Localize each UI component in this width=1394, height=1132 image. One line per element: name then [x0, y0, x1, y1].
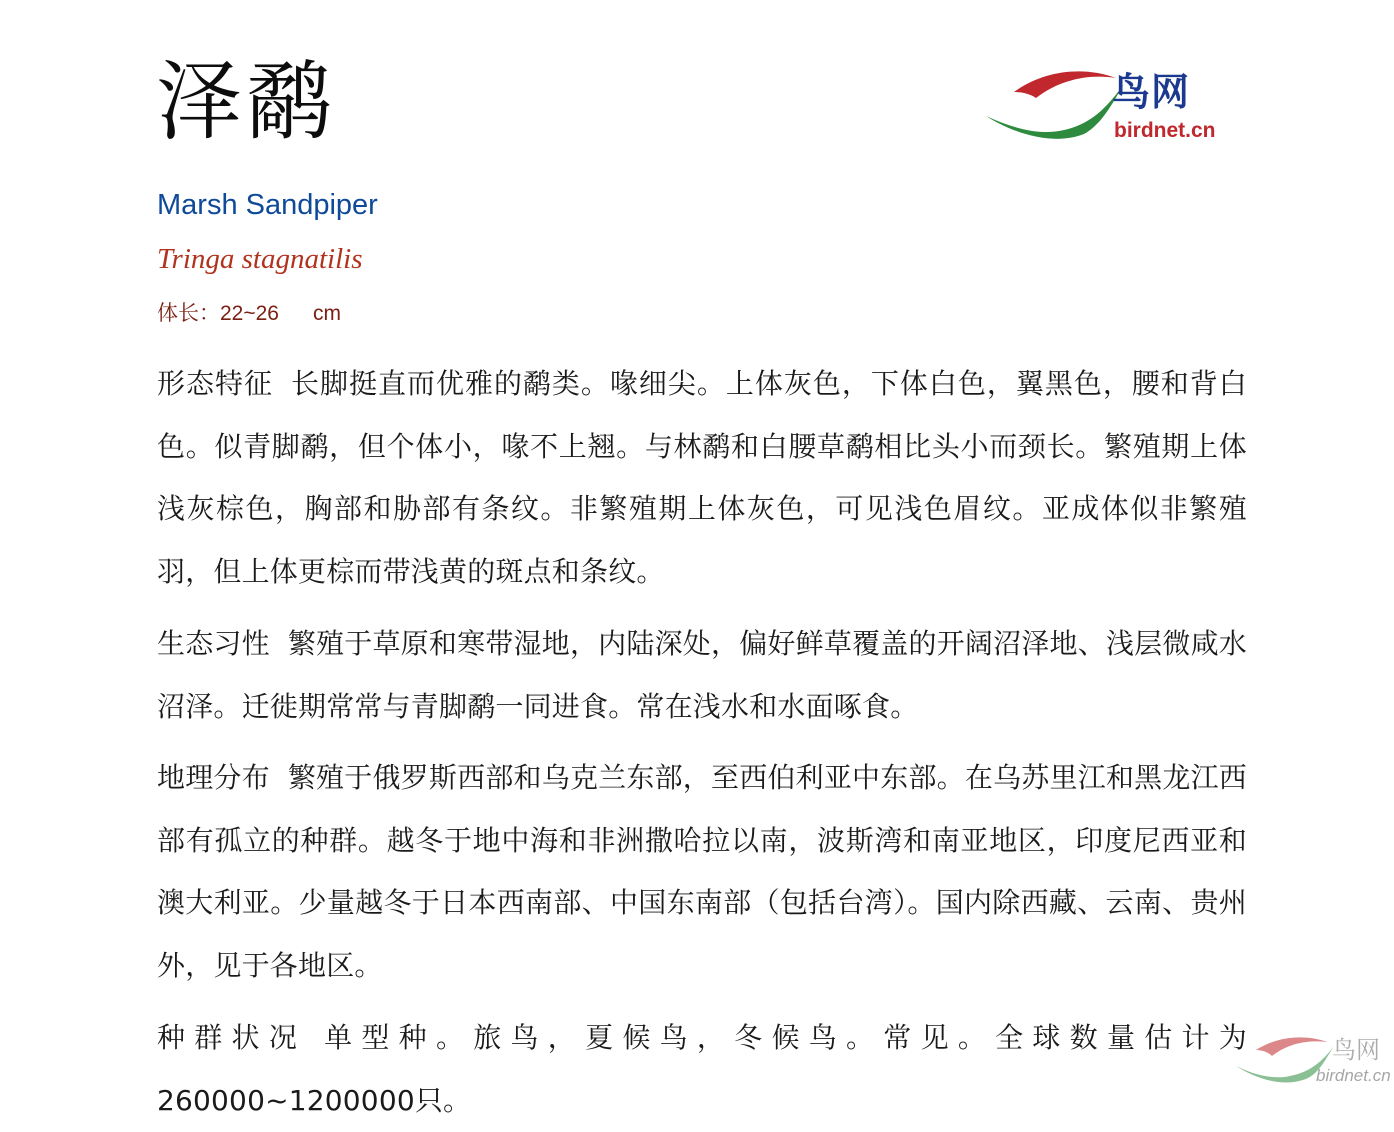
section-distribution [157, 747, 1247, 997]
birdnet-logo [984, 64, 1224, 154]
birdnet-watermark [1234, 1032, 1394, 1092]
section-label: 地理分布 [157, 761, 270, 794]
section-text: 繁殖于草原和寒带湿地，内陆深处，偏好鲜草覆盖的开阔沼泽地、浅层微咸水沼泽。迁徙期常常与青脚鹬一同进食。常在浅水和水面啄食。 [157, 627, 1247, 723]
section-morphology [157, 353, 1247, 603]
watermark-cn-text: 鸟网 [1332, 1036, 1380, 1064]
section-label: 形态特征 [157, 367, 273, 400]
english-name: Marsh Sandpiper [157, 189, 378, 221]
section-label: 种群状况 [157, 1021, 307, 1054]
section-ecology [157, 613, 1247, 738]
section-text: 单型种。旅鸟，夏候鸟，冬候鸟。常见。全球数量估计为260000~1200000只。 [157, 1021, 1247, 1117]
body-length-unit: cm [312, 302, 341, 325]
birdnet-swoosh-icon [984, 64, 1124, 154]
section-text: 长脚挺直而优雅的鹬类。喙细尖。上体灰色，下体白色，翼黑色，腰和背白色。似青脚鹬，但个体小，喙不上翘。与林鹬和白腰草鹬相比头小而颈长。繁殖期上体浅灰棕色，胸部和胁部有条纹。非繁殖期上体灰色，可见浅色眉纹。亚成体似非繁殖羽，但上体更棕而带浅黄的斑点和条纹。 [157, 367, 1247, 588]
body-length-label: 体长： [157, 302, 220, 325]
body-length-value: 22~26 [220, 302, 279, 325]
latin-name: Tringa stagnatilis [157, 243, 363, 275]
section-label: 生态习性 [157, 627, 270, 660]
logo-cn-text: 鸟网 [1112, 69, 1191, 114]
logo-url-text: birdnet.cn [1114, 119, 1216, 142]
body-length [157, 300, 341, 328]
section-text: 繁殖于俄罗斯西部和乌克兰东部，至西伯利亚中东部。在乌苏里江和黑龙江西部有孤立的种群。越冬于地中海和非洲撒哈拉以南，波斯湾和南亚地区，印度尼西亚和澳大利亚。少量越冬于日本西南部、中国东南部（包括台湾）。国内除西藏、云南、贵州外，见于各地区。 [157, 761, 1247, 982]
page-title: 泽鹬 [156, 52, 336, 152]
section-population [157, 1007, 1247, 1132]
watermark-url-text: birdnet.cn [1316, 1066, 1391, 1085]
